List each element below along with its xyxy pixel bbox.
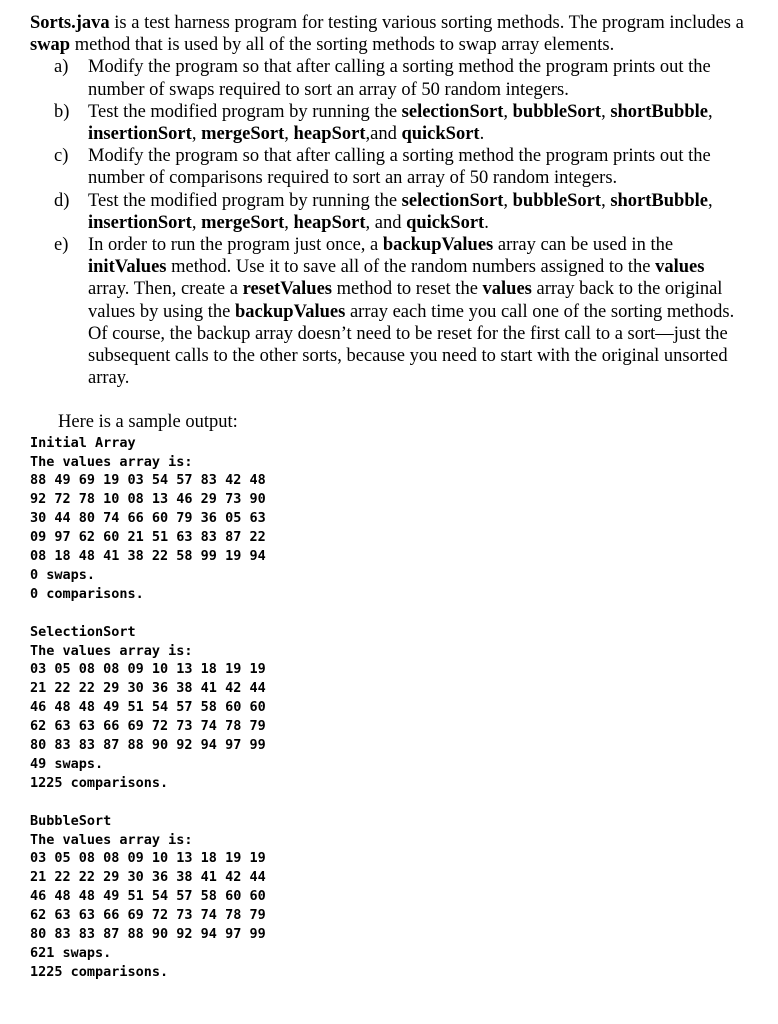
values-row: 21 22 22 29 30 36 38 41 42 44 — [30, 869, 266, 886]
values-label: The values array is: — [30, 642, 193, 659]
bold-term: heapSort — [293, 212, 366, 233]
bold-term: quickSort — [401, 124, 480, 145]
values-row: 62 63 63 66 69 72 73 74 78 79 — [30, 907, 266, 924]
text-run: , — [191, 124, 202, 145]
bold-term: quickSort — [406, 212, 485, 233]
text-run: Test the modified program by running the — [88, 101, 402, 122]
text-run: , — [601, 101, 611, 122]
bold-term: shortBubble — [610, 190, 708, 211]
values-label: The values array is: — [30, 453, 193, 470]
text-run: Test the modified program by running the — [88, 190, 402, 211]
values-row: 88 49 69 19 03 54 57 83 42 48 — [30, 472, 266, 489]
bold-term: insertionSort — [88, 124, 192, 145]
task-item-a — [30, 56, 750, 100]
values-row: 80 83 83 87 88 90 92 94 97 99 — [30, 926, 266, 943]
bold-term: bubbleSort — [512, 101, 602, 122]
output-block-bubble-sort — [30, 812, 750, 982]
text-run: array. Then, create a — [88, 279, 243, 300]
swaps-count: 0 swaps. — [30, 566, 96, 583]
comparisons-count: 0 comparisons. — [30, 585, 144, 602]
text-run: array back to the original values by using the — [88, 279, 723, 322]
task-text — [88, 57, 711, 99]
text-run: , and — [365, 212, 407, 233]
text-run: , — [601, 190, 611, 211]
values-row: 92 72 78 10 08 13 46 29 73 90 — [30, 491, 266, 508]
task-item-d — [30, 190, 750, 234]
text-run: method that is used by all of the sorting methods to swap array elements. — [70, 35, 615, 56]
values-row: 62 63 63 66 69 72 73 74 78 79 — [30, 718, 266, 735]
task-text — [88, 191, 713, 233]
text-run: method. Use it to save all of the random numbers assigned to the — [166, 257, 656, 278]
values-label: The values array is: — [30, 831, 193, 848]
output-heading: BubbleSort — [30, 812, 112, 829]
bold-term: mergeSort — [201, 124, 285, 145]
values-row: 21 22 22 29 30 36 38 41 42 44 — [30, 680, 266, 697]
text-run: , — [707, 101, 713, 122]
task-text — [88, 146, 711, 188]
task-list — [30, 56, 750, 389]
sample-output-label: Here is a sample output: — [58, 412, 238, 433]
text-run: . — [484, 212, 489, 233]
intro-paragraph — [30, 12, 750, 56]
task-item-e — [30, 234, 750, 389]
bold-term: insertionSort — [88, 212, 192, 233]
values-row: 46 48 48 49 51 54 57 58 60 60 — [30, 888, 266, 905]
comparisons-count: 1225 comparisons. — [30, 963, 169, 980]
output-block-initial — [30, 434, 750, 604]
text-run: Modify the program so that after calling a sorting method the program prints out the number of swaps required to sort an array of 50 random integers. — [88, 57, 711, 100]
text-run: , — [503, 190, 513, 211]
task-label: a) — [54, 57, 69, 78]
bold-term: bubbleSort — [512, 190, 602, 211]
bold-term: swap — [30, 35, 71, 56]
bold-term: backupValues — [234, 301, 346, 322]
text-run: array can be used in the — [493, 235, 674, 256]
task-label: e) — [54, 235, 69, 256]
bold-term: selectionSort — [401, 190, 504, 211]
text-run: method to reset the — [332, 279, 483, 300]
values-row: 30 44 80 74 66 60 79 36 05 63 — [30, 510, 266, 527]
text-run: ,and — [365, 124, 402, 145]
text-run: Modify the program so that after calling a sorting method the program prints out the number of comparisons required to sort an array of 50 random integers. — [88, 146, 711, 189]
text-run: , — [503, 101, 513, 122]
bold-term: resetValues — [242, 279, 332, 300]
values-row: 03 05 08 08 09 10 13 18 19 19 — [30, 850, 266, 867]
task-text — [88, 102, 713, 144]
swaps-count: 621 swaps. — [30, 944, 112, 961]
values-row: 46 48 48 49 51 54 57 58 60 60 — [30, 699, 266, 716]
comparisons-count: 1225 comparisons. — [30, 774, 169, 791]
bold-term: mergeSort — [201, 212, 285, 233]
values-row: 03 05 08 08 09 10 13 18 19 19 — [30, 661, 266, 678]
text-run: , — [191, 212, 202, 233]
task-label: b) — [54, 101, 70, 122]
bold-term: shortBubble — [610, 101, 708, 122]
text-run: . — [479, 124, 485, 145]
output-block-selection-sort — [30, 623, 750, 793]
sample-output — [30, 434, 750, 982]
text-run: array each time you call one of the sorting methods. Of course, the backup array doesn’t need to be reset for the first call to a sort—just the subsequent calls to the other sorts, because you need to start with the original unsorted array. — [88, 301, 735, 389]
text-run: In order to run the program just once, a — [88, 235, 383, 256]
bold-term: initValues — [88, 257, 167, 278]
swaps-count: 49 swaps. — [30, 755, 104, 772]
task-text — [88, 235, 734, 388]
output-heading: Initial Array — [30, 434, 136, 451]
bold-term: values — [655, 257, 705, 278]
values-row: 08 18 48 41 38 22 58 99 19 94 — [30, 548, 266, 564]
task-label: c) — [54, 146, 69, 167]
task-item-b — [30, 101, 750, 145]
bold-term: heapSort — [293, 124, 366, 145]
task-label: d) — [54, 190, 70, 211]
document — [30, 12, 750, 982]
text-run: , — [284, 124, 294, 145]
values-row: 09 97 62 60 21 51 63 83 87 22 — [30, 529, 266, 546]
task-item-c — [30, 145, 750, 189]
bold-term: selectionSort — [401, 101, 504, 122]
bold-term: backupValues — [382, 235, 494, 256]
bold-term: values — [482, 279, 532, 300]
bold-term: Sorts.java — [30, 13, 110, 33]
values-row: 80 83 83 87 88 90 92 94 97 99 — [30, 737, 266, 754]
text-run: is a test harness program for testing various sorting methods. The program includes a — [109, 13, 744, 33]
text-run: , — [284, 212, 294, 233]
output-heading: SelectionSort — [30, 623, 136, 640]
text-run: , — [707, 190, 713, 211]
